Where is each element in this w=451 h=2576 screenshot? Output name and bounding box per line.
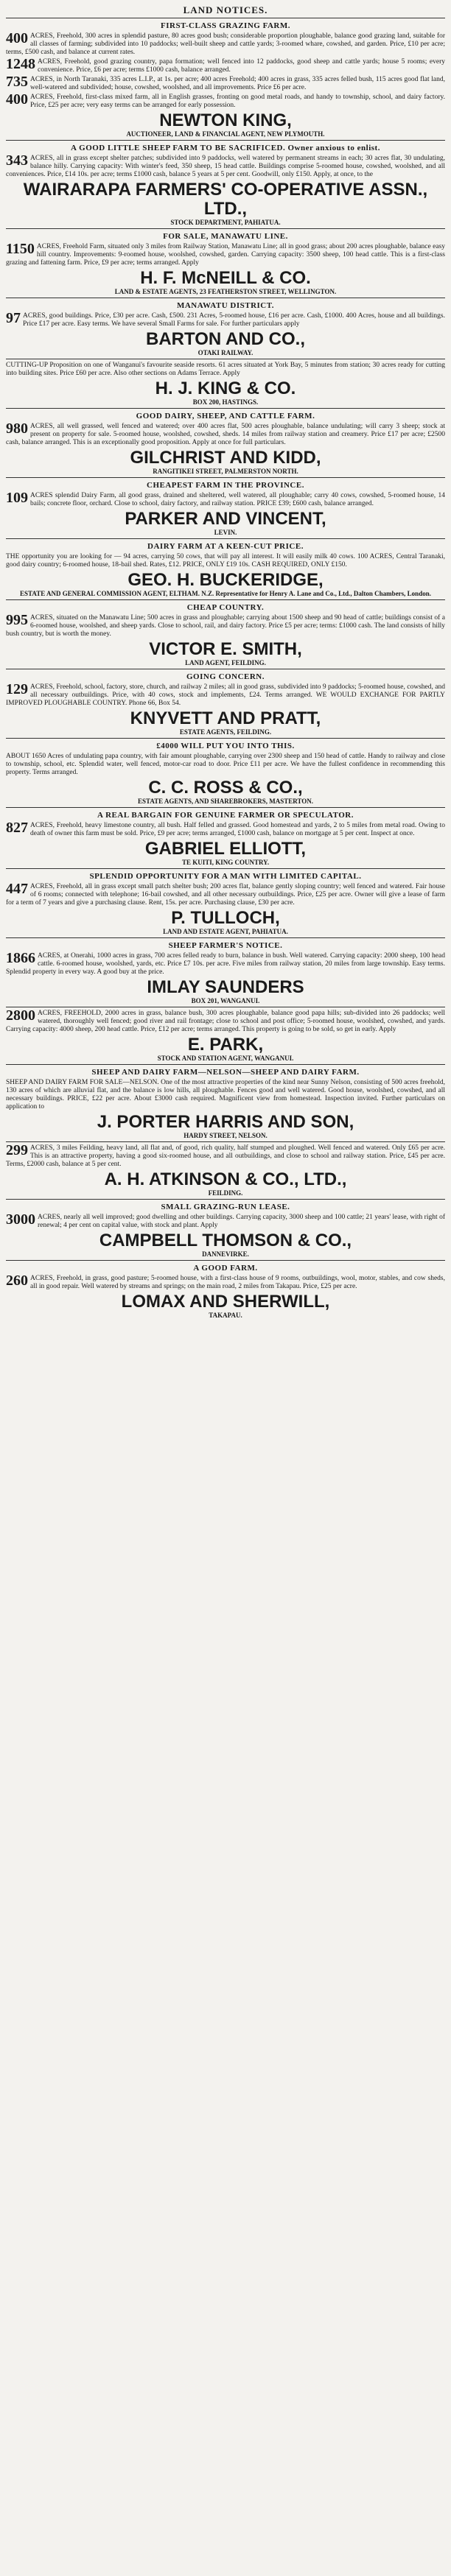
ad-heading: MANAWATU DISTRICT. (176, 301, 275, 310)
advertiser-name: KNYVETT AND PRATT, (130, 708, 321, 728)
ad-text: ACRES, nearly all well improved; good dwelling and other buildings. Carrying capacity, 3000 sheep and 100 cattle; 21 years' lease, with right of renewal; 4 per cent on capital value, with stock and plant. Apply (38, 1214, 445, 1229)
land-notice-ad (6, 937, 445, 1007)
ad-heading: GOING CONCERN. (186, 672, 265, 681)
ad-body (6, 753, 445, 777)
advertiser-address: RANGITIKEI STREET, PALMERSTON NORTH. (153, 468, 298, 475)
ad-paragraph (6, 1275, 445, 1291)
land-notice-ad (6, 868, 445, 937)
acreage-number: 1866 (6, 950, 35, 966)
ad-paragraph (6, 1007, 445, 1034)
ad-body (6, 420, 445, 447)
ad-text: ACRES, FREEHOLD, 2000 acres in grass, balance bush, 300 acres ploughable, balance good papa hills; sub-divided into 26 paddocks; well watered, thoroughly well fenced; good river and rail frontage; close to school and post office; 5-roomed house, woolshed, cowshed, and yards. Carrying capacity: 4000 sheep, 200 head cattle. Price, £12 per acre; terms arranged. This property is going to be sold, so get in early. Apply (6, 1010, 445, 1033)
ad-heading: £4000 WILL PUT YOU INTO THIS. (156, 742, 295, 750)
advertiser-address: AUCTIONEER, LAND & FINANCIAL AGENT, NEW PLYMOUTH. (126, 130, 325, 138)
ad-body (6, 553, 445, 569)
ad-paragraph (6, 1211, 445, 1230)
ad-text: ACRES, situated on the Manawatu Line; 500 acres in grass and ploughable; carrying about 1500 sheep and 90 head of cattle; buildings consist of a 6-roomed house, woolshed, and sheep yards. Close to school, rail, and dairy factory. Price £5 per acre; terms: £1000 cash. The land consists of hilly bush country, but is worth the money. (6, 614, 445, 638)
ad-body (6, 312, 445, 328)
ad-text: ACRES, Freehold, first-class mixed farm, all in English grasses, fronting on good metal roads, and handy to township, school, and dairy factory. Price, £25 per acre; very easy terms can be arranged for early possession. (30, 94, 445, 109)
advertiser-name: CAMPBELL THOMSON & CO., (99, 1231, 352, 1250)
advertiser-name: GILCHRIST AND KIDD, (130, 448, 321, 468)
advertiser-address: LEVIN. (214, 529, 237, 536)
acreage-number: 299 (6, 1142, 28, 1158)
land-notice-ad (6, 298, 445, 359)
ad-paragraph (6, 683, 445, 708)
ad-paragraph (6, 492, 445, 508)
ad-heading: CHEAPEST FARM IN THE PROVINCE. (147, 481, 304, 490)
ad-text: ACRES, Freehold Farm, situated only 3 miles from Railway Station, Manawatu Line; all in good grass; about 200 acres ploughable, balance easy hill country. Improvements: 9-roomed house, woolshed, cowshed, garden. Carrying capacity: 3500 sheep, 100 head cattle. This is a first-class grazing and fattening farm. Price, £9 per acre; terms arranged. Apply (6, 243, 445, 267)
ad-text: ACRES, Freehold, school, factory, store, church, and railway 2 miles; all in good grass, subdivided into 9 paddocks; 5-roomed house, cowshed, and all necessary outbuildings. Price, with 40 cows, stock and implements, £24. Terms arranged. WE WOULD EXCHANGE FOR PARTLY IMPROVED PLOUGHABLE COUNTRY. Phone 66, Box 54. (6, 683, 445, 707)
acreage-number: 2800 (6, 1007, 35, 1024)
land-notice-ad (6, 1007, 445, 1064)
acreage-number: 129 (6, 681, 28, 697)
ad-text: ACRES, Freehold, all in grass except small patch shelter bush; 200 acres flat, balance gently sloping country; well fenced and watered. Fair house of 6 rooms; connected with telephone; 16-bail cowshed, and all other necessary outbuildings. Price, £25 per acre. Owner will give a lease of farm for a term of 7 years and give a purchasing clause. Rent, 15s. per acre. Purchasing clause, £30 per acre. (6, 883, 445, 907)
ad-paragraph (6, 553, 445, 569)
ad-paragraph (6, 614, 445, 638)
ad-paragraph (6, 883, 445, 907)
land-notice-ad (6, 408, 445, 477)
ad-text: ACRES, 3 miles Feilding, heavy land, all flat and, of good, rich quality, half stumped and ploughed. Well fenced and watered. Only £65 per acre. This is an attractive property, having a good six-roomed house, and all outbuildings, and close to school and railway station. Price, £45 per acre. Terms, £2000 cash, balance at 5 per cent. (6, 1144, 445, 1168)
acreage-number: 260 (6, 1273, 28, 1289)
ad-paragraph (6, 362, 445, 378)
advertiser-name: WAIRARAPA FARMERS' CO-OPERATIVE ASSN., LTD., (23, 180, 428, 219)
land-notice-ad (6, 1260, 445, 1321)
ad-body (6, 1079, 445, 1111)
ad-text: CUTTING-UP Proposition on one of Wanganui's favourite seaside resorts. 61 acres situated at York Bay, 5 minutes from station; 30 acres ready for cutting into building sites. Price £60 per acre. Also other sections on Adams Terrace. Apply (6, 362, 445, 377)
ad-text: ACRES splendid Dairy Farm, all good grass, drained and sheltered, well watered, all ploughable; carry 40 cows, cowshed, 5-roomed house, 14 bails; concrete floor, orchard. Close to school, dairy factory, and railway station. PRICE £39; £600 cash, balance arranged. (30, 492, 445, 507)
land-notice-ad (6, 1064, 445, 1141)
ad-body (6, 883, 445, 907)
page-title: LAND NOTICES. (183, 4, 268, 15)
ad-heading: DAIRY FARM AT A KEEN-CUT PRICE. (147, 542, 304, 551)
advertiser-name: E. PARK, (187, 1035, 264, 1055)
acreage-number: 1248 (6, 56, 35, 72)
ad-body (6, 1211, 445, 1230)
ad-body (6, 362, 445, 378)
ad-heading: CHEAP COUNTRY. (186, 603, 265, 612)
advertiser-address: ESTATE AND GENERAL COMMISSION AGENT, ELTHAM. N.Z. Representative for Henry A. Lane and Co., Ltd., Dalton Chambers, London. (20, 590, 431, 597)
ad-heading: SHEEP FARMER'S NOTICE. (168, 941, 283, 950)
advertiser-name: GEO. H. BUCKERIDGE, (127, 570, 324, 590)
advertiser-name: PARKER AND VINCENT, (125, 509, 326, 529)
advertiser-address: LAND & ESTATE AGENTS, 23 FEATHERSTON STREET, WELLINGTON. (114, 288, 337, 295)
ad-paragraph (6, 1144, 445, 1169)
acreage-number: 735 (6, 74, 28, 90)
acreage-number: 1150 (6, 241, 35, 257)
ad-body (6, 1144, 445, 1169)
land-notice-ad (6, 18, 445, 140)
acreage-number: 343 (6, 152, 28, 169)
ad-heading: A GOOD LITTLE SHEEP FARM TO BE SACRIFICED. Owner anxious to enlist. (71, 144, 380, 152)
ad-heading: SHEEP AND DAIRY FARM—NELSON—SHEEP AND DAIRY FARM. (91, 1068, 360, 1077)
ad-heading: A REAL BARGAIN FOR GENUINE FARMER OR SPECULATOR. (97, 811, 354, 820)
land-notice-ad (6, 807, 445, 868)
ad-paragraph (6, 1079, 445, 1111)
land-notice-ad (6, 738, 445, 807)
land-notice-ad (6, 1141, 445, 1199)
ad-heading: FOR SALE, MANAWATU LINE. (163, 232, 288, 241)
advertiser-address: HARDY STREET, NELSON. (183, 1132, 268, 1139)
advertiser-name: NEWTON KING, (159, 110, 292, 130)
ad-paragraph (6, 76, 445, 92)
acreage-number: 447 (6, 881, 28, 897)
acreage-number: 97 (6, 310, 21, 326)
ad-body (6, 1007, 445, 1034)
advertiser-name: IMLAY SAUNDERS (147, 977, 304, 997)
ad-heading: GOOD DAIRY, SHEEP, AND CATTLE FARM. (136, 412, 315, 420)
advertiser-name: BARTON AND CO., (146, 329, 305, 349)
land-notice-ad (6, 669, 445, 738)
ad-paragraph (6, 32, 445, 57)
advertiser-address: ESTATE AGENTS, FEILDING. (179, 728, 272, 736)
ad-text: THE opportunity you are looking for — 94 acres, carrying 50 cows, that will pay all interest. It will easily milk 40 cows. 100 ACRES, Central Taranaki, good dairy country; 6-roomed house, 18-bail shed. Rates, £12. PRICE, ONLY £19 10s. CASH REQUIRED, ONLY £150. (6, 553, 445, 569)
advertiser-address: TE KUITI, KING COUNTRY. (181, 859, 270, 866)
advertiser-name: C. C. ROSS & CO., (148, 778, 303, 798)
advertiser-address: OTAKI RAILWAY. (197, 349, 254, 356)
ad-text: ACRES, Freehold, heavy limestone country, all bush. Half felled and grassed. Good homestead and yards, 2 to 5 miles from metal road. Owing to death of owner this farm must be sold. Price, £9 per acre; terms arranged, £1000 cash, balance on mortgage at 5 per cent. Inspect at once. (30, 822, 445, 837)
land-notice-ad (6, 538, 445, 599)
ad-body (6, 614, 445, 638)
land-notice-ad (6, 228, 445, 298)
ad-text: SHEEP AND DAIRY FARM FOR SALE—NELSON. One of the most attractive properties of the kind near Sunny Nelson, consisting of 500 acres freehold, 130 acres of which are alluvial flat, and the balance is low hills, all ploughable. Fences good and well watered. Good house, woolshed, cowshed, and all necessary buildings. PRICE, £22 per acre. About £3000 cash required. Magnificent view from homestead. Inspection invited. Further particulars on application to (6, 1079, 445, 1111)
acreage-number: 995 (6, 612, 28, 628)
advertiser-address: FEILDING. (208, 1189, 243, 1197)
ad-heading: SPLENDID OPPORTUNITY FOR A MAN WITH LIMITED CAPITAL. (89, 872, 362, 881)
ads-column (6, 18, 445, 1321)
ad-paragraph (6, 58, 445, 74)
ad-paragraph (6, 952, 445, 976)
land-notice-ad (6, 1199, 445, 1260)
ad-text: ABOUT 1650 Acres of undulating papa country, with fair amount ploughable, carrying over 2300 sheep and 150 head of cattle. Handy to railway and close to township, school, etc. Splendid water, well fenced, motor-car road to door. Price £11 per acre. We have the fullest confidence in recommending this property. Terms arranged. (6, 753, 445, 776)
ad-paragraph (6, 243, 445, 267)
acreage-number: 400 (6, 30, 28, 46)
ad-text: ACRES, in North Taranaki, 335 acres L.I.P., at 1s. per acre; 400 acres Freehold; 400 acres in grass, 335 acres felled bush, 115 acres good flat land, well-watered and subdivided; house, cowshed, woolshed, and all improvements. Price £6 per acre. (30, 76, 445, 91)
ad-body (6, 243, 445, 267)
ad-body (6, 1275, 445, 1291)
land-notice-ad (6, 359, 445, 408)
ad-body (6, 683, 445, 708)
ad-body (6, 952, 445, 976)
ad-text: ACRES, Freehold, 300 acres in splendid pasture, 80 acres good bush; considerable proportion ploughable, balance good grazing land, suitable for all classes of farming; subdivided into 10 paddocks; well-built sheep and cattle yards; 3-roomed whare, cowshed, and garden. Price, £10 per acre; terms, £500 cash, and balance at current rates. (6, 32, 445, 56)
advertiser-name: GABRIEL ELLIOTT, (144, 839, 307, 859)
ad-heading: FIRST-CLASS GRAZING FARM. (161, 21, 290, 30)
land-notice-ad (6, 477, 445, 538)
ad-paragraph (6, 420, 445, 447)
ad-text: ACRES, good buildings. Price, £30 per acre. Cash, £500. 231 Acres, 5-roomed house, £16 per acre. Cash, £1000. 400 Acres, house and all buildings. Price £17 per acre. Easy terms. We have several Small Farms for sale. For further particulars apply (23, 312, 445, 328)
advertiser-name: H. F. McNEILL & CO. (140, 268, 311, 288)
acreage-number: 827 (6, 820, 28, 836)
land-notice-ad (6, 599, 445, 669)
ad-text: ACRES, at Onerahi, 1000 acres in grass, 700 acres felled ready to burn, balance in bush. Well watered. Carrying capacity: 2000 sheep, 100 head cattle. 6-roomed house, woolshed, yards, etc. Price £7 10s. per acre. Five miles from railway station, 20 miles from large township. Easy terms. Splendid property in every way. A good buy at the price. (6, 952, 445, 976)
advertiser-name: H. J. KING & CO. (155, 379, 296, 398)
advertiser-name: J. PORTER HARRIS AND SON, (97, 1112, 354, 1132)
ad-paragraph (6, 753, 445, 777)
ad-body (6, 152, 445, 179)
ad-paragraph (6, 91, 445, 110)
acreage-number: 400 (6, 91, 28, 108)
acreage-number: 109 (6, 490, 28, 506)
advertiser-address: BOX 200, HASTINGS. (192, 398, 259, 406)
advertiser-name: VICTOR E. SMITH, (149, 639, 302, 659)
ad-body (6, 492, 445, 508)
advertiser-address: STOCK AND STATION AGENT, WANGANUI. (157, 1055, 294, 1062)
ad-paragraph (6, 312, 445, 328)
advertiser-address: LAND AGENT, FEILDING. (185, 659, 266, 666)
ad-text: ACRES, all well grassed, well fenced and watered; over 400 acres flat, 500 acres ploughable, balance undulating; will carry 3 sheep; stock at present on property for sale. 5-roomed house, woolshed, cowshed, sheds. 14 miles from railway station and creamery. Price £17 per acre; £2500 cash, balance arranged. This is an exceptionally good proposition. Apply at once for full particulars. (6, 423, 445, 446)
advertiser-name: A. H. ATKINSON & CO., LTD., (104, 1169, 347, 1189)
advertiser-address: LAND AND ESTATE AGENT, PAHIATUA. (163, 928, 288, 935)
advertiser-address: BOX 201, WANGANUI. (191, 997, 260, 1004)
ad-heading: A GOOD FARM. (193, 1264, 258, 1273)
advertiser-address: ESTATE AGENTS, AND SHAREBROKERS, MASTERTON. (138, 798, 313, 805)
advertiser-name: P. TULLOCH, (171, 908, 280, 928)
advertiser-address: DANNEVIRKE. (202, 1250, 249, 1258)
ad-body (6, 32, 445, 110)
acreage-number: 3000 (6, 1211, 35, 1228)
ad-text: ACRES, Freehold, good grazing country, papa formation; well fenced into 12 paddocks, good sheep and cattle yards; house 5 rooms; every convenience. Price, £6 per acre; terms £1000 cash, balance arranged. (38, 58, 445, 74)
ad-text: ACRES, all in grass except shelter patches; subdivided into 9 paddocks, well watered by permanent streams in each; 30 acres flat, 30 undulating, balance hilly. Carrying capacity: With winter's feed, 350 sheep, 15 head cattle. Buildings comprise 5-roomed house, cowshed, woolshed, and all conveniences. Price, £14 10s. per acre; terms £1000 cash, balance 5 years at 5 per cent. Goodwill, only £150. Apply, at once, to the (6, 155, 445, 178)
ad-body (6, 822, 445, 838)
advertiser-address: TAKAPAU. (209, 1312, 242, 1319)
advertiser-name: LOMAX AND SHERWILL, (121, 1292, 330, 1312)
ad-paragraph (6, 822, 445, 838)
acreage-number: 980 (6, 420, 28, 437)
ad-paragraph (6, 152, 445, 179)
advertiser-address: STOCK DEPARTMENT, PAHIATUA. (170, 219, 281, 226)
land-notice-ad (6, 140, 445, 228)
ad-text: ACRES, Freehold, in grass, good pasture; 5-roomed house, with a first-class house of 9 rooms, outbuildings, wool, motor, stables, and cow sheds, all in good repair. Well watered by streams and springs; on the main road, 2 miles from Takapau. Price, £25 per acre. (30, 1275, 445, 1290)
ad-heading: SMALL GRAZING-RUN LEASE. (161, 1203, 290, 1211)
